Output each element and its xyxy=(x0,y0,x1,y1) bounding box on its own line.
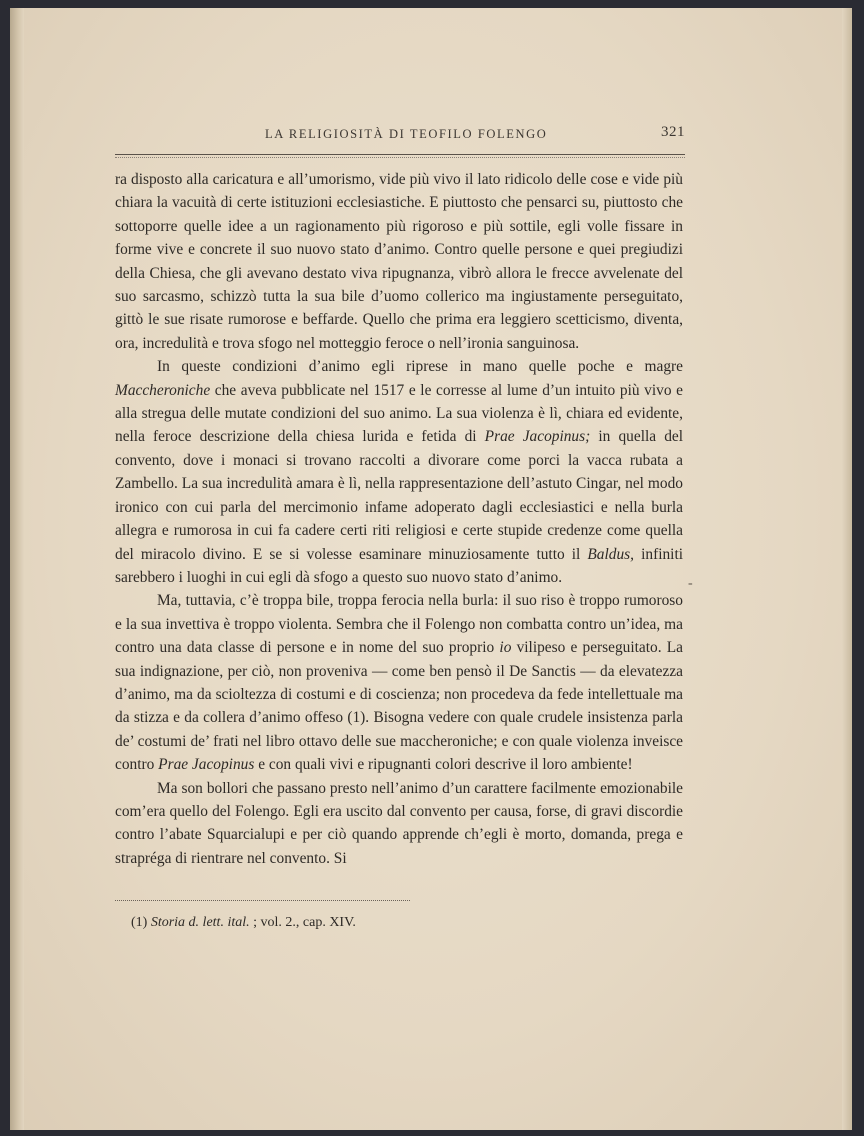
paragraph-1 xyxy=(115,168,683,355)
paragraph-2-text-d: infiniti sarebbero i luoghi in cui egli dà sfogo a questo suo nuovo stato d’animo. xyxy=(115,545,683,586)
italic-prae-jacopinus-2: Prae Jacopinus xyxy=(158,756,255,774)
page-edge-shadow xyxy=(842,8,852,1130)
paragraph-3-text-c: e con quali vivi e ripugnanti colori descrive il loro ambiente! xyxy=(254,756,633,774)
header-rule-dotted xyxy=(115,157,685,158)
running-head-title: LA RELIGIOSITÀ DI TEOFILO FOLENGO xyxy=(265,127,548,141)
paragraph-3-text-b: vilipeso e perseguitato. La sua indignazione, per ciò, non proveniva — come ben pensò il De Sanctis — da elevatezza d’animo, ma da scioltezza di costumi e di coscienza; non procedeva da fede intellettuale ma da stizza e da collera d’animo offeso (1). Bisogna vedere con quale crudele insistenza parla de’ costumi de’ frati nel libro ottavo delle sue maccheroniche; e con quale violenza inveisce contro xyxy=(115,639,683,774)
paragraph-2-text-c: in quella del convento, dove i monaci si trovano raccolti a divorare come porci la vacca rubata a Zambello. La sua incredulità amara è lì, nella rappresentazione dell’astuto Cingar, nel modo ironico con cui parla del mercimonio infame adoperato dagli ecclesiastici e nella burla allegra e rumorosa in cui fa cadere certi riti religiosi e certe stupide credenze come quella del miracolo divino. E se si volesse esaminare minuziosamente tutto il xyxy=(115,428,684,563)
footnote-number: (1) xyxy=(131,915,148,930)
paragraph-2 xyxy=(115,355,683,589)
body-text xyxy=(115,168,683,870)
paragraph-2-text-a: In queste condizioni d’animo egli riprese in mano quelle poche e magre xyxy=(157,358,683,376)
page-number: 321 xyxy=(661,124,685,140)
paragraph-3-text-a: Ma, tuttavia, c’è troppa bile, troppa ferocia nella burla: il suo riso è troppo rumoroso e la sua invettiva è troppo violenta. Sembra che il Folengo non combatta contro un’idea, ma contro una data classe di persone e in nome del suo proprio xyxy=(115,592,683,657)
running-head xyxy=(115,124,685,149)
margin-mark: - xyxy=(688,576,693,591)
paragraph-3 xyxy=(115,589,683,776)
page-binding-shadow xyxy=(10,8,24,1130)
footnote xyxy=(131,915,356,931)
paragraph-1-text: ra disposto alla caricatura e all’umorismo, vide più vivo il lato ridicolo delle cose e vide più chiara la vacuità di certe istituzioni ecclesiastiche. E piuttosto che pensarci su, piuttosto che sottoporre quelle idee a un ragionamento più rigoroso e più sottile, egli volle fissare in forme vive e concrete il suo nuovo stato d’animo. Contro quelle persone e quei pregiudizi della Chiesa, che gli avevano destato viva ripugnanza, vibrò allora le frecce avvelenate del suo sarcasmo, schizzò tutta la sua bile d’uomo collerico ma ingiustamente perseguitato, gittò le sue risate rumorose e beffarde. Quello che prima era leggiero scetticismo, diventa, ora, incredulità e trova sfogo nel motteggio feroce o nell’ironia sanguinosa. xyxy=(115,171,683,352)
italic-maccheroniche: Maccheroniche xyxy=(115,381,211,399)
header-rule xyxy=(115,154,685,155)
paragraph-4-text: Ma son bollori che passano presto nell’animo d’un carattere facilmente emozionabile com’era quello del Folengo. Egli era uscito dal convento per causa, forse, di gravi discordie contro l’abate Squarcialupi e per ciò quando apprende ch’egli è morto, domanda, prega e strapréga di rientrare nel convento. Si xyxy=(115,779,683,867)
footnote-reference: ; vol. 2., cap. XIV. xyxy=(253,915,356,930)
paragraph-2-text-b: che aveva pubblicate nel 1517 e le corresse al lume d’un intuito più vivo e alla stregua delle mutate condizioni del suo animo. La sua violenza è lì, chiara ed evidente, nella feroce descrizione della chiesa lurida e fetida di xyxy=(115,381,683,446)
paragraph-4 xyxy=(115,777,683,871)
footnote-title: Storia d. lett. ital. xyxy=(150,915,250,930)
italic-io: io xyxy=(499,639,512,657)
italic-prae-jacopinus: Prae Jacopinus; xyxy=(484,428,591,446)
italic-baldus: Baldus, xyxy=(587,545,635,563)
footnote-rule xyxy=(115,900,410,901)
